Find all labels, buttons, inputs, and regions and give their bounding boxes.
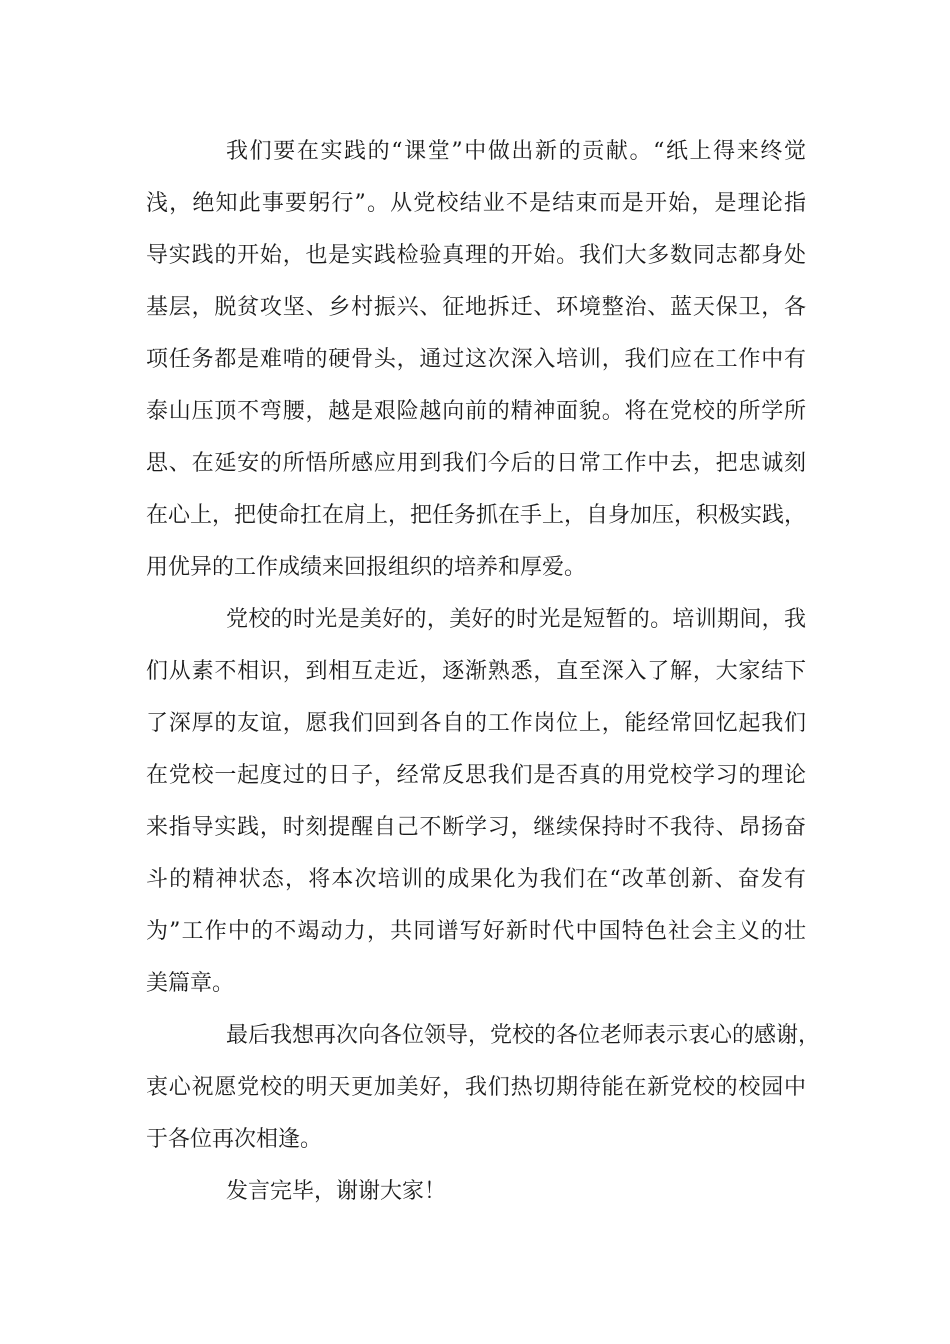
paragraph-2-line-5: 来指导实践，时刻提醒自己不断学习，继续保持时不我待、昂扬奋 — [146, 815, 806, 840]
paragraph-2-line-2: 们从素不相识，到相互走近，逐渐熟悉，直至深入了解，大家结下 — [146, 659, 806, 684]
paragraph-1-line-7: 思、在延安的所悟所感应用到我们今后的日常工作中去，把忠诚刻 — [146, 451, 806, 476]
paragraph-1-line-1: 我们要在实践的“课堂”中做出新的贡献。“纸上得来终觉 — [226, 139, 806, 164]
paragraph-1-line-6: 泰山压顶不弯腰，越是艰险越向前的精神面貌。将在党校的所学所 — [146, 399, 806, 424]
paragraph-2-line-6: 斗的精神状态，将本次培训的成果化为我们在“改革创新、奋发有 — [146, 867, 806, 892]
paragraph-2-line-1: 党校的时光是美好的，美好的时光是短暂的。培训期间，我 — [226, 607, 806, 632]
paragraph-1-line-8: 在心上，把使命扛在肩上，把任务抓在手上，自身加压，积极实践， — [146, 503, 807, 528]
paragraph-1-line-3: 导实践的开始，也是实践检验真理的开始。我们大多数同志都身处 — [146, 243, 806, 268]
paragraph-2-line-3: 了深厚的友谊，愿我们回到各自的工作岗位上，能经常回忆起我们 — [146, 711, 806, 736]
paragraph-3-line-2: 衷心祝愿党校的明天更加美好，我们热切期待能在新党校的校园中 — [146, 1075, 806, 1100]
paragraph-1-line-2: 浅，绝知此事要躬行”。从党校结业不是结束而是开始，是理论指 — [146, 191, 806, 216]
paragraph-1-line-5: 项任务都是难啃的硬骨头，通过这次深入培训，我们应在工作中有 — [146, 347, 806, 372]
paragraph-2-line-4: 在党校一起度过的日子，经常反思我们是否真的用党校学习的理论 — [146, 763, 806, 788]
paragraph-1-line-9: 用优异的工作成绩来回报组织的培养和厚爱。 — [146, 555, 587, 580]
paragraph-2-line-7: 为”工作中的不竭动力，共同谱写好新时代中国特色社会主义的壮 — [146, 919, 806, 944]
paragraph-2-line-8: 美篇章。 — [146, 971, 235, 996]
paragraph-3-line-1: 最后我想再次向各位领导，党校的各位老师表示衷心的感谢， — [226, 1023, 821, 1048]
paragraph-1-line-4: 基层，脱贫攻坚、乡村振兴、征地拆迁、环境整治、蓝天保卫，各 — [146, 295, 806, 320]
closing-line: 发言完毕，谢谢大家！ — [226, 1179, 447, 1204]
paragraph-3-line-3: 于各位再次相逢。 — [146, 1127, 323, 1152]
